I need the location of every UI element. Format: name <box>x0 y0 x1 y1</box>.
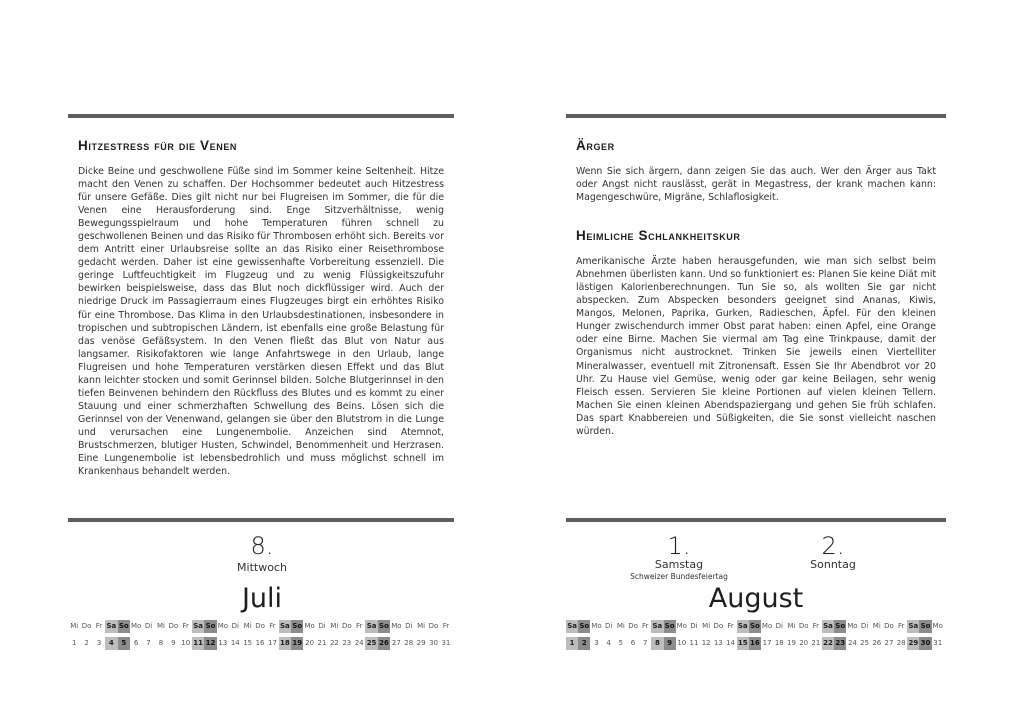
calendar-date: 21 <box>811 639 821 647</box>
calendar-day <box>724 620 736 650</box>
calendar-day <box>365 620 377 650</box>
month-name: Juli <box>241 583 283 614</box>
calendar-date: 28 <box>404 639 414 647</box>
calendar-weekday: Do <box>168 622 179 630</box>
calendar-day <box>353 620 365 650</box>
calendar-weekday: So <box>378 620 390 633</box>
calendar-weekday: Sa <box>822 620 834 633</box>
calendar-date: 17 <box>267 639 277 647</box>
calendar-weekday: Mi <box>156 622 165 630</box>
calendar-day <box>822 620 834 650</box>
calendar-date: 14 <box>726 639 735 647</box>
calendar-date: 2 <box>84 639 89 647</box>
calendar-day <box>390 620 402 650</box>
calendar-day <box>603 620 615 650</box>
calendar-date: 22 <box>329 639 339 647</box>
calendar-date: 10 <box>181 639 191 647</box>
calendar-date: 7 <box>642 639 648 647</box>
calendar-date: 7 <box>146 639 151 647</box>
calendar-weekday: Mo <box>217 622 229 630</box>
calendar-day <box>907 620 919 650</box>
calendar-day <box>785 620 797 650</box>
calendar-weekday: Mo <box>676 622 687 630</box>
calendar-date: 26 <box>378 637 390 650</box>
calendar-date: 15 <box>243 639 253 647</box>
calendar-weekday: Mo <box>761 622 773 630</box>
calendar-weekday: Sa <box>192 620 204 633</box>
calendar-day <box>118 620 130 650</box>
calendar-day <box>883 620 895 650</box>
calendar-day <box>192 620 204 650</box>
calendar-weekday: Sa <box>105 620 117 633</box>
calendar-date: 16 <box>749 637 761 650</box>
calendar-day <box>798 620 810 650</box>
calendar-date: 1 <box>566 637 578 650</box>
calendar-day <box>427 620 439 650</box>
calendar-date: 11 <box>689 639 699 647</box>
calendar-date: 8 <box>651 637 663 650</box>
calendar-day <box>241 620 253 650</box>
calendar-weekday: Do <box>341 622 352 630</box>
calendar-date: 21 <box>317 639 327 647</box>
calendar-day <box>105 620 117 650</box>
calendar-day <box>871 620 883 650</box>
right-page <box>566 0 946 721</box>
calendar-day <box>700 620 712 650</box>
calendar-date: 15 <box>737 637 749 650</box>
calendar-day <box>627 620 639 650</box>
calendar-weekday: Fr <box>442 622 450 630</box>
top-rule <box>68 114 454 118</box>
calendar-date: 13 <box>218 639 228 647</box>
date-day: 1. <box>667 532 691 560</box>
calendar-date: 24 <box>354 639 364 647</box>
calendar-date: 3 <box>96 639 102 647</box>
calendar-weekday: Fr <box>95 622 103 630</box>
calendar-day <box>279 620 291 650</box>
calendar-date: 22 <box>822 637 834 650</box>
calendar-weekday: So <box>118 620 130 633</box>
calendar-weekday: Fr <box>269 622 276 630</box>
date-day: 2. <box>821 532 845 560</box>
calendar-weekday: So <box>204 620 216 633</box>
left-content <box>78 138 444 478</box>
date-weekday: Mittwoch <box>237 561 287 574</box>
calendar-date: 27 <box>391 639 401 647</box>
calendar-day <box>919 620 931 650</box>
calendar-date: 18 <box>774 639 784 647</box>
calendar-date: 20 <box>799 639 809 647</box>
calendar-weekday: So <box>291 620 303 633</box>
calendar-date: 4 <box>105 637 117 650</box>
calendar-day <box>80 620 92 650</box>
calendar-date: 18 <box>279 637 291 650</box>
calendar-date: 25 <box>860 639 870 647</box>
calendar-weekday: Di <box>690 622 698 630</box>
calendar-weekday: Do <box>713 622 724 630</box>
calendar-weekday: So <box>834 620 846 633</box>
calendar-day <box>651 620 663 650</box>
month-name: August <box>708 583 804 614</box>
calendar-weekday: Do <box>798 622 809 630</box>
calendar-weekday: So <box>578 620 590 633</box>
calendar-day <box>676 620 688 650</box>
calendar-day <box>932 620 944 650</box>
calendar-weekday: Mo <box>304 622 315 630</box>
calendar-strip-july <box>68 620 452 650</box>
calendar-weekday: Do <box>628 622 638 630</box>
calendar-weekday: Fr <box>812 622 820 630</box>
article-heading: Hitzestress für die Venen <box>78 138 238 153</box>
calendar-weekday: Sa <box>279 620 291 633</box>
calendar-day <box>130 620 142 650</box>
calendar-day <box>229 620 241 650</box>
calendar-weekday: Di <box>144 622 153 630</box>
holiday-label: Schweizer Bundesfeiertag <box>630 572 728 581</box>
calendar-weekday: Fr <box>727 622 734 630</box>
calendar-date: 23 <box>342 639 352 647</box>
calendar-date: 30 <box>429 639 438 647</box>
calendar-day <box>341 620 353 650</box>
calendar-day <box>142 620 154 650</box>
calendar-weekday: Sa <box>365 620 377 633</box>
calendar-date: 23 <box>834 637 846 650</box>
left-page <box>68 0 454 721</box>
calendar-weekday: Fr <box>897 622 905 630</box>
calendar-weekday: Do <box>428 622 439 630</box>
calendar-day <box>291 620 303 650</box>
calendar-weekday: Mo <box>847 622 858 630</box>
calendar-weekday: Mi <box>702 622 711 630</box>
calendar-date: 4 <box>606 639 611 647</box>
calendar-day <box>639 620 651 650</box>
calendar-date: 26 <box>872 639 882 647</box>
calendar-weekday: Mi <box>243 622 252 630</box>
calendar-date: 1 <box>71 639 77 647</box>
calendar-weekday: Di <box>860 622 869 630</box>
calendar-weekday: Do <box>884 622 894 630</box>
calendar-weekday: Do <box>81 622 92 630</box>
calendar-weekday: So <box>749 620 761 633</box>
calendar-date: 19 <box>787 639 796 647</box>
calendar-date: 6 <box>133 639 139 647</box>
calendar-day <box>810 620 822 650</box>
calendar-day <box>712 620 724 650</box>
top-rule <box>566 114 946 118</box>
calendar-date: 29 <box>907 637 919 650</box>
article-body: Amerikanische Ärzte haben herausgefunden, wie man sich selbst beim Abnehmen überlisten kann. Und so funktioniert es: Planen Sie keine Diät mit lästigen Kalorienberechnungen. Tun Sie so, als wollten Sie gar nicht abspecken. Zum Abspecken besonders geeignet sind Ananas, Kiwis, Mangos, Melonen, Paprika, Gurken, Radieschen, Äpfel. Für den kleinen Hunger zwischendurch immer Obst parat haben: einen Apfel, eine Orange oder eine Birne. Machen Sie viermal am Tag eine Trinkpause, damit der Organismus nicht austrocknet. Trinken Sie jeweils einen Viertelliter Mineralwasser, eventuell mit Zitronensaft. Essen Sie Ihr Abendbrot vor 20 Uhr. Zu Hause viel Gemüse, wenig oder gar keine Beilagen, sehr wenig Fleisch essen. Servieren Sie kleine Portionen auf vielen kleinen Tellern. Machen Sie einen kleinen Abendspaziergang und gehen Sie früh schlafen. Das spart Knabbereien und Süßigkeiten, die Sie sonst vielleicht naschen würden. <box>576 256 936 437</box>
calendar-weekday: Mi <box>70 622 79 630</box>
calendar-date: 16 <box>255 639 265 647</box>
calendar-day <box>254 620 266 650</box>
calendar-day <box>846 620 858 650</box>
calendar-weekday: Mi <box>330 622 339 630</box>
bottom-rule <box>566 518 946 522</box>
calendar-day <box>737 620 749 650</box>
calendar-date: 12 <box>204 637 216 650</box>
calendar-day <box>316 620 328 650</box>
calendar-day <box>266 620 278 650</box>
calendar-weekday: Di <box>405 622 413 630</box>
calendar-weekday: Mi <box>417 622 426 630</box>
calendar-weekday: Di <box>604 622 613 630</box>
calendar-day <box>440 620 452 650</box>
calendar-weekday: Mo <box>591 622 602 630</box>
calendar-date: 5 <box>618 639 624 647</box>
calendar-date: 31 <box>441 639 451 647</box>
calendar-weekday: Sa <box>907 620 919 633</box>
calendar-day <box>664 620 676 650</box>
calendar-date: 19 <box>291 637 303 650</box>
calendar-date: 5 <box>118 637 130 650</box>
calendar-weekday: Mo <box>391 622 402 630</box>
calendar-day <box>590 620 602 650</box>
calendar-day <box>403 620 415 650</box>
calendar-weekday: Fr <box>642 622 649 630</box>
calendar-weekday: Mo <box>130 622 142 630</box>
calendar-day <box>204 620 216 650</box>
calendar-date: 6 <box>630 639 636 647</box>
calendar-weekday: Fr <box>182 622 189 630</box>
date-day: 8. <box>250 532 274 560</box>
calendar-weekday: Mi <box>616 622 625 630</box>
calendar-weekday: Fr <box>355 622 363 630</box>
calendar-date: 2 <box>578 637 590 650</box>
right-content <box>576 138 936 438</box>
calendar-date: 9 <box>171 639 176 647</box>
calendar-day <box>895 620 907 650</box>
calendar-day <box>303 620 315 650</box>
calendar-weekday: Di <box>318 622 326 630</box>
calendar-date: 8 <box>158 639 164 647</box>
calendar-day <box>328 620 340 650</box>
calendar-day <box>68 620 80 650</box>
calendar-weekday: Di <box>231 622 239 630</box>
calendar-date: 31 <box>933 639 943 647</box>
calendar-date: 3 <box>594 639 599 647</box>
calendar-day <box>615 620 627 650</box>
calendar-strip-august <box>566 620 944 650</box>
article-body: Wenn Sie sich ärgern, dann zeigen Sie das auch. Wer den Ärger aus Takt oder Angst nicht rauslässt, gerät in Megastress, der krank machen kann: Magengeschwüre, Migräne, Schlaflosigkeit. <box>576 166 936 204</box>
date-weekday: Sonntag <box>810 558 856 571</box>
date-weekday: Samstag <box>654 558 704 571</box>
article-body: Dicke Beine und geschwollene Füße sind im Sommer keine Seltenheit. Hitze macht den Venen zu schaffen. Der Hochsommer bedeutet auch Hitzestress für unsere Gefäße. Dies gilt nicht nur bei Flugreisen im Sommer, die für die Venen eine Herausforderung sind. Enge Sitzverhältnisse, wenig Bewegungsspielraum und hohe Temperaturen führen schnell zu geschwollenen Beinen und das Risiko für Thrombosen erhöht sich. Bereits vor dem Antritt einer Urlaubsreise sollte an das Risiko einer Reisethrombose gedacht werden. Daher ist eine gewissenhafte Vorbereitung essenziell. Die geringe Luftfeuchtigkeit im Flugzeug und zu wenig Flüssigkeitszufuhr bewirken beispielsweise, dass das Blut noch dickflüssiger wird. Auch der niedrige Druck im Passagierraum eines Flugzeuges birgt ein erhöhtes Risiko für eine Thrombose. Das Klima in den Urlaubsdestinationen, insbesondere in tropischen und subtropischen Ländern, ist ebenfalls eine große Belastung für das venöse Gefäßsystem. In den Venen fließt das Blut von Natur aus langsamer. Risikofaktoren wie lange Anfahrtswege in den Urlaub, lange Flugreisen und hohe Temperaturen verstärken diesen Effekt und das Blut kann leichter stocken und somit Gerinnsel bilden. Solche Blutgerinnsel in den tiefen Beinvenen behindern den Rückfluss des Blutes und es kommt zu einer Stauung und einer schmerzhaften Schwellung des Beins. Lösen sich die Gerinnsel von der Venenwand, gelangen sie über den Blutstrom in die Lunge und verursachen eine Lungenembolie. Anzeichen sind Atemnot, Brustschmerzen, blutiger Husten, Schwindel, Benommenheit und Herzrasen. Eine Lungenembolie ist lebensbedrohlich und muss möglichst schnell im Krankenhaus behandelt werden. <box>78 166 444 478</box>
calendar-date: 30 <box>919 637 931 650</box>
calendar-weekday: Mi <box>872 622 881 630</box>
calendar-day <box>749 620 761 650</box>
calendar-day <box>859 620 871 650</box>
calendar-weekday: Mi <box>787 622 796 630</box>
article-heading: Ärger <box>576 138 615 153</box>
bottom-rule <box>68 518 454 522</box>
calendar-day <box>93 620 105 650</box>
calendar-day <box>415 620 427 650</box>
calendar-date: 24 <box>847 639 857 647</box>
calendar-weekday: So <box>664 620 676 633</box>
calendar-weekday: Di <box>775 622 783 630</box>
calendar-date: 25 <box>365 637 377 650</box>
calendar-day <box>180 620 192 650</box>
calendar-weekday: Sa <box>566 620 578 633</box>
calendar-day <box>566 620 578 650</box>
calendar-day <box>378 620 390 650</box>
calendar-date: 12 <box>701 639 711 647</box>
calendar-day <box>167 620 179 650</box>
calendar-weekday: Do <box>255 622 265 630</box>
calendar-date: 10 <box>677 639 687 647</box>
calendar-day <box>155 620 167 650</box>
calendar-date: 13 <box>713 639 723 647</box>
calendar-date: 9 <box>664 637 676 650</box>
calendar-date: 20 <box>305 639 315 647</box>
calendar-day <box>688 620 700 650</box>
calendar-day <box>761 620 773 650</box>
article-heading: Heimliche Schlankheitskur <box>576 228 741 244</box>
calendar-weekday: Sa <box>651 620 663 633</box>
calendar-weekday: Sa <box>737 620 749 633</box>
calendar-weekday: So <box>919 620 931 633</box>
calendar-date: 28 <box>896 639 906 647</box>
calendar-date: 14 <box>230 639 240 647</box>
calendar-date: 11 <box>192 637 204 650</box>
calendar-day <box>773 620 785 650</box>
calendar-day <box>834 620 846 650</box>
calendar-date: 17 <box>762 639 772 647</box>
calendar-date: 29 <box>416 639 426 647</box>
calendar-weekday: Mo <box>932 622 943 630</box>
calendar-day <box>578 620 590 650</box>
calendar-date: 27 <box>884 639 894 647</box>
calendar-day <box>217 620 229 650</box>
